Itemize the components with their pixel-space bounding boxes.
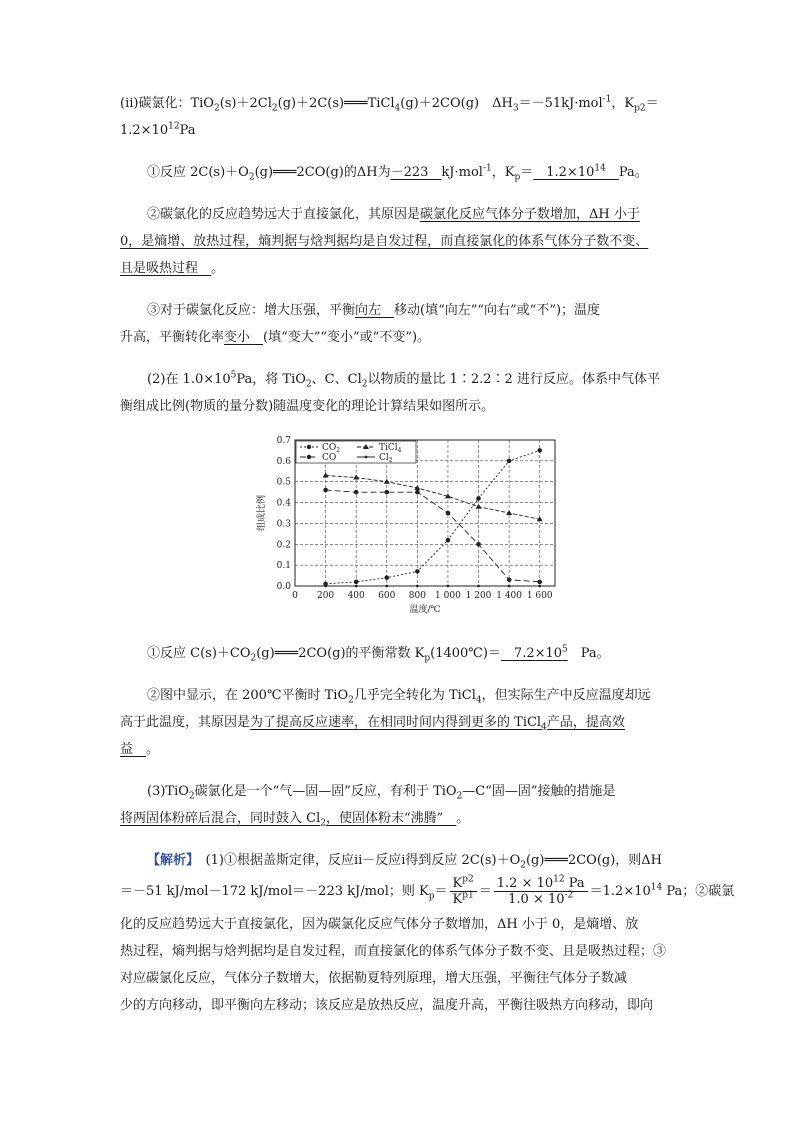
text: (g)＋2C(s) — [277, 96, 345, 111]
question-4: ①反应 $C(s)+CO_2(g)═══2CO(g)$的平衡常数 $K_p(1400℃)=$ $7.2\times 10^5$ Pa。 — [147, 644, 610, 664]
data-point-co2 — [507, 459, 512, 464]
equals-sign: ═══ — [544, 853, 568, 868]
equals-sign: ═══ — [344, 96, 368, 111]
x-tick-label: 800 — [408, 591, 426, 601]
x-tick-label: 1 200 — [465, 591, 492, 601]
reaction-ii-line-1: (ⅱ)碳氯化：$TiO_2(s)+2Cl_2(g)+2C(s)═══TiCl_4(g)+2CO(g)$ $\Delta H_3=-51kJ\cdot mol^{-1}$，$K_{p2}=$ — [120, 94, 659, 114]
question-2-line-2 — [120, 232, 648, 252]
question-5-line-1: ②图中显示，在 200℃平衡时 TiO$_2$几乎完全转化为 TiCl$_4$，但实际生产中反应温度却远 — [147, 688, 651, 706]
data-point-co2 — [476, 496, 481, 501]
data-point-co — [415, 490, 420, 495]
legend-co-label: CO — [322, 453, 337, 463]
legend-co-marker — [307, 455, 311, 459]
series-line-co2 — [326, 450, 540, 583]
answer-blank: 向左 — [355, 303, 395, 318]
question-2-line-1: ②碳氯化的反应趋势远大于直接氯化，其原因是碳氯化反应气体分子数增加，ΔH 小于 — [147, 207, 640, 222]
data-point-co2 — [446, 538, 451, 543]
x-tick-label: 200 — [316, 591, 335, 601]
data-point-co — [354, 490, 359, 495]
text: ＝－51kJ·mol — [518, 96, 603, 111]
data-point-co — [476, 542, 481, 547]
data-point-cl2 — [538, 585, 541, 588]
legend-cl2-marker — [365, 456, 368, 459]
data-point-co — [507, 577, 512, 582]
analysis-line-3: 化的反应趋势远大于直接氯化，因为碳氯化反应气体分子数增加，ΔH 小于 0，是熵增、放 — [120, 917, 639, 932]
analysis-line-6: 少的方向移动，即平衡向左移动；该反应是放热反应，温度升高，平衡往吸热方向移动，即向 — [120, 998, 654, 1013]
x-tick-label: 1 000 — [435, 591, 461, 601]
question-5-line-3: 益 。 — [120, 742, 160, 757]
data-point-ticl4 — [476, 504, 482, 509]
text: ＝ — [645, 96, 659, 111]
x-tick-label: 1 400 — [496, 591, 523, 601]
y-tick-label: 0.7 — [276, 436, 291, 446]
text: (g)＋2CO(g) ΔH — [400, 96, 513, 111]
part-3-line-2: 将两固体粉碎后混合，同时鼓入 $Cl_2$，使固体粉末“沸腾” 。 — [120, 811, 470, 829]
y-tick-label: 0.1 — [276, 561, 291, 572]
analysis-line-5: 对应碳氯化反应，气体分子数增大，依据勒夏特列原理，增大压强，平衡往气体分子数减 — [120, 971, 628, 986]
text: ，K — [611, 96, 635, 111]
answer-blank: 碳氯化反应气体分子数增加，ΔH 小于 — [420, 207, 640, 222]
legend-co2-label: $CO_2$ — [322, 443, 341, 454]
part-2-line-1: (2)在 $1.0\times 10^5Pa$，将 TiO$_2$、C、$Cl_2$以物质的量比 1∶2.2∶2 进行反应。体系中气体平 — [147, 370, 660, 390]
data-point-co — [537, 580, 542, 585]
text: TiCl — [367, 96, 395, 111]
answer-blank: 为了提高反应速率，在相同时间内得到更多的 TiCl$_4$产品，提高效 — [250, 715, 625, 733]
data-point-cl2 — [385, 585, 388, 588]
data-point-cl2 — [447, 585, 450, 588]
equals-sign: ═══ — [274, 646, 299, 661]
data-point-co — [384, 490, 389, 495]
text: Pa — [179, 123, 196, 138]
chart-svg — [250, 432, 560, 652]
legend-cl2-label: $Cl_2$ — [379, 453, 393, 464]
x-tick-label: 600 — [378, 591, 396, 601]
question-1: ①反应 $2C(s)+O_2(g)═══2CO(g)$的ΔH为－223 kJ·mol$^{-1}$，$K_p=$ $1.2\times 10^{14}$ Pa。 — [147, 163, 648, 183]
y-tick-label: 0.0 — [276, 582, 291, 592]
answer-blank: －223 — [390, 165, 442, 180]
y-tick-label: 0.4 — [276, 498, 291, 509]
reaction-ii-line-2: $1.2\times 10^{12}Pa$ — [120, 121, 196, 138]
x-axis-label: 温度/℃ — [409, 605, 441, 615]
data-point-ticl4 — [384, 479, 390, 484]
legend-co2-marker — [307, 445, 311, 449]
equals-sign: ═══ — [273, 165, 297, 180]
fraction-kp: $\frac{K^{p2}}{K^{p1}}$ — [450, 876, 477, 907]
question-3-line-1: ③对于碳氯化反应：增大压强，平衡向左 移动(填“向左”“向右”或“不”)；温度 — [147, 303, 601, 318]
analysis-line-1: 【解析】 (1)①根据盖斯定律，反应ⅱ－反应ⅰ得到反应 $2C(s)+O_2(g)═══2CO(g)$，则ΔH — [147, 853, 663, 871]
series-line-co — [326, 490, 540, 582]
data-point-cl2 — [477, 585, 480, 588]
data-point-cl2 — [355, 585, 358, 588]
data-point-co — [323, 488, 328, 493]
answer-blank: $7.2\times 10^5$ — [500, 644, 568, 661]
data-point-co2 — [384, 575, 389, 580]
answer-blank: 益 — [120, 742, 147, 757]
data-point-cl2 — [416, 585, 419, 588]
answer-blank: 变小 — [224, 330, 264, 345]
text: (s)＋2Cl — [219, 96, 272, 111]
x-tick-label: 400 — [347, 591, 365, 601]
question-2-line-3: 且是吸热过程 。 — [120, 261, 225, 276]
analysis-line-2: ＝－51 kJ/mol－172 kJ/mol＝－223 kJ/mol；则 $K_p=$ $\frac{K^{p2}}{K^{p1}}$ ＝ $\frac{1.2 \times 10^{12} Pa}{1.0 \times 10^{-2}}$ $=1.2\times 10^{14}$ Pa；②碳氯 — [120, 874, 735, 907]
data-point-co2 — [415, 569, 420, 574]
part-3-line-1: (3)TiO$_2$碳氯化是一个“气—固—固”反应，有利于 TiO$_2$—C“固—固”接触的措施是 — [147, 784, 616, 802]
data-point-cl2 — [508, 585, 511, 588]
question-5-line-2: 高于此温度，其原因是为了提高反应速率，在相同时间内得到更多的 TiCl$_4$产品，提高效 — [120, 715, 625, 733]
text: 1.2×10 — [120, 123, 169, 138]
answer-blank: $1.2\times 10^{14}$ — [533, 163, 606, 180]
fraction-values: $\frac{1.2 \times 10^{12} Pa}{1.0 \times 10^{-2}}$ — [494, 876, 588, 907]
composition-chart — [250, 432, 560, 652]
data-point-ticl4 — [506, 510, 512, 515]
part-2-line-2: 衡组成比例(物质的量分数)随温度变化的理论计算结果如图所示。 — [120, 399, 495, 414]
data-point-ticl4 — [353, 475, 359, 480]
question-3-line-2: 升高，平衡转化率变小 (填“变大”“变小”或“不变”)。 — [120, 330, 431, 345]
data-point-co — [446, 511, 451, 516]
y-tick-label: 0.3 — [276, 519, 291, 530]
y-tick-label: 0.2 — [276, 540, 291, 551]
data-point-co2 — [354, 580, 359, 585]
y-tick-label: 0.5 — [276, 477, 291, 488]
legend-ticl4-label: TiCl$_4$ — [379, 443, 402, 454]
answer-blank: 0，是熵增、放热过程，熵判据与焓判据均是自发过程，而直接氯化的体系气体分子数不变、 — [120, 234, 649, 249]
data-point-co2 — [537, 448, 542, 453]
y-axis-label: 组成比例 — [257, 494, 267, 532]
answer-blank: 将两固体粉碎后混合，同时鼓入 $Cl_2$，使固体粉末“沸腾” — [120, 811, 457, 829]
answer-blank: 且是吸热过程 — [120, 261, 212, 276]
x-tick-label: 0 — [292, 591, 298, 601]
y-tick-label: 0.6 — [276, 456, 291, 467]
analysis-tag: 【解析】 — [147, 853, 193, 868]
data-point-ticl4 — [323, 472, 329, 477]
x-tick-label: 1 600 — [526, 591, 553, 601]
text: (ⅱ)碳氯化：TiO — [120, 96, 214, 111]
analysis-line-4: 热过程，熵判据与焓判据均是自发过程，而直接氯化的体系气体分子数不变、且是吸热过程；③ — [120, 944, 667, 959]
data-point-cl2 — [324, 585, 327, 588]
